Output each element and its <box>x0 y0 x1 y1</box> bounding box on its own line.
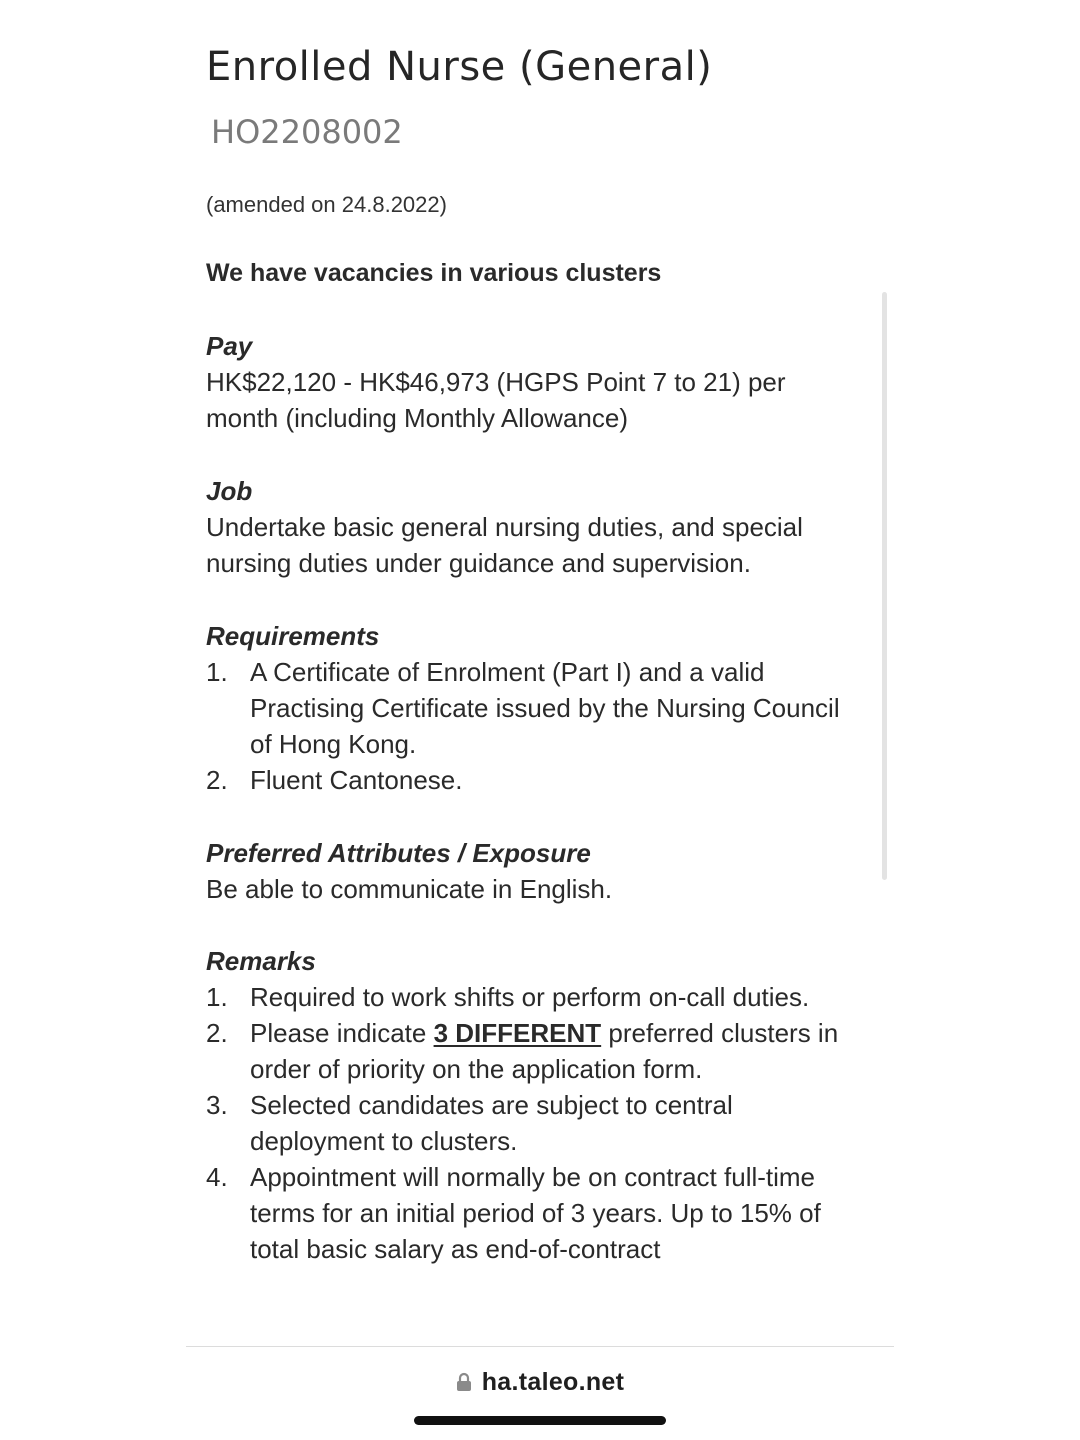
pay-text: HK$22,120 - HK$46,973 (HGPS Point 7 to 21) per month (including Monthly Allowance) <box>206 367 786 433</box>
list-item-text: Appointment will normally be on contract full-time terms for an initial period of 3 years. Up to 15% of total basic salary as end-of-contract <box>250 1162 821 1264</box>
list-item-text: Fluent Cantonese. <box>250 765 463 795</box>
vacancies-headline: We have vacancies in various clusters <box>206 259 662 287</box>
list-item <box>206 1015 846 1087</box>
amended-date: (amended on 24.8.2022) <box>206 192 447 217</box>
list-item <box>206 762 846 798</box>
list-number: 1. <box>206 657 228 687</box>
pay-heading: Pay <box>206 331 253 361</box>
list-number: 2. <box>206 765 228 795</box>
url-display[interactable] <box>0 1368 1080 1399</box>
job-heading: Job <box>206 476 253 506</box>
list-item-text: Required to work shifts or perform on-call duties. <box>250 982 810 1012</box>
browser-address-bar[interactable] <box>0 1346 1080 1440</box>
list-item-text-start: Please indicate <box>250 1018 427 1048</box>
address-bar-divider <box>186 1346 894 1347</box>
emphasized-text: 3 DIFFERENT <box>433 1018 602 1048</box>
list-number: 3. <box>206 1090 228 1120</box>
preferred-text: Be able to communicate in English. <box>206 874 613 904</box>
list-item <box>206 654 846 762</box>
url-text: ha.taleo.net <box>481 1368 625 1396</box>
scrollbar[interactable] <box>882 292 887 880</box>
job-title: Enrolled Nurse (General) <box>206 44 713 90</box>
list-item-text-end: preferred clusters in order of priority on the application form. <box>250 1018 839 1084</box>
list-number: 1. <box>206 982 228 1012</box>
remarks-section <box>206 943 846 1267</box>
list-number: 2. <box>206 1018 228 1048</box>
remarks-heading: Remarks <box>206 946 316 976</box>
list-item-text: Selected candidates are subject to central deployment to clusters. <box>250 1090 733 1156</box>
home-indicator[interactable] <box>414 1416 666 1425</box>
lock-icon <box>456 1370 472 1399</box>
pay-section <box>206 328 846 436</box>
list-item <box>206 1087 846 1159</box>
requirements-section <box>206 618 846 798</box>
remarks-list <box>206 979 846 1267</box>
requirements-heading: Requirements <box>206 621 380 651</box>
list-item-text: A Certificate of Enrolment (Part I) and a valid Practising Certificate issued by the Nursing Council of Hong Kong. <box>250 657 840 759</box>
list-item <box>206 979 846 1015</box>
list-item <box>206 1159 846 1267</box>
job-section <box>206 473 846 581</box>
preferred-section <box>206 835 846 907</box>
requirements-list <box>206 654 846 798</box>
list-number: 4. <box>206 1162 228 1192</box>
preferred-heading: Preferred Attributes / Exposure <box>206 838 591 868</box>
job-code: HO2208002 <box>211 113 403 151</box>
job-text: Undertake basic general nursing duties, and special nursing duties under guidance and supervision. <box>206 512 803 578</box>
